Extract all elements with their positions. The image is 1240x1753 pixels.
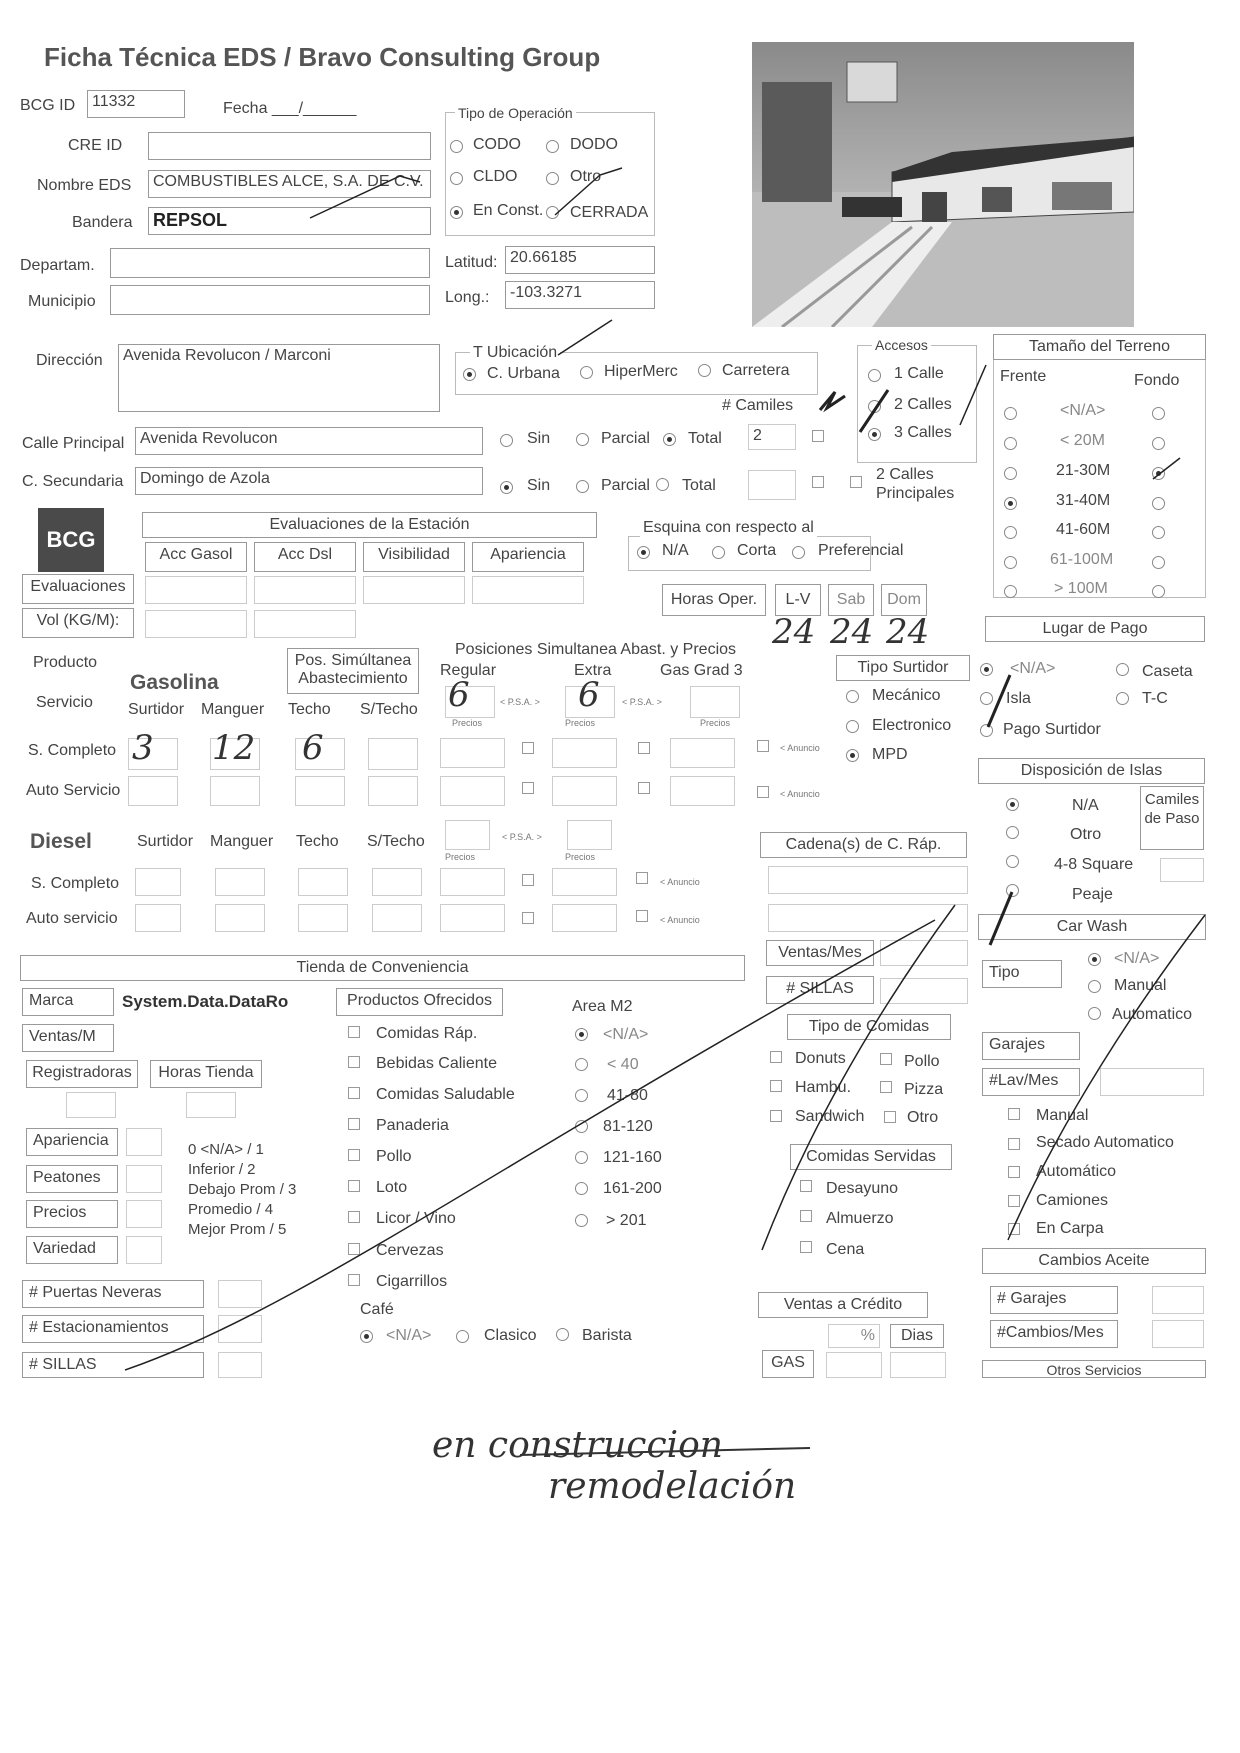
otro-comida-label: Otro [907, 1109, 939, 1126]
cw-carpa-label: En Carpa [1036, 1220, 1104, 1237]
carwash-manual-label: Manual [1114, 977, 1167, 994]
producto-label: Producto [33, 654, 98, 671]
horas-label: Horas Oper. [662, 584, 766, 616]
tienda-precios: Precios [26, 1200, 118, 1228]
calle-parcial-label: Parcial [601, 430, 650, 447]
credito-dias: Dias [890, 1324, 944, 1348]
regular-psa: < P.S.A. > [500, 697, 540, 707]
calle-total-label: Total [688, 430, 722, 447]
tienda-apariencia: Apariencia [26, 1128, 118, 1156]
frente-label: Frente [1000, 368, 1047, 385]
note-line-2: remodelación [548, 1466, 797, 1507]
gas-auto-anuncio-label: < Anuncio [780, 789, 820, 799]
pos-title: Posiciones Simultanea Abast. y Precios [455, 641, 737, 658]
1calle-label: 1 Calle [894, 365, 944, 382]
gasgrad-precios: Precios [700, 718, 731, 728]
sec-total-label: Total [682, 477, 716, 494]
gas-techo-header: Techo [288, 701, 331, 718]
tienda-peatones: Peatones [26, 1165, 118, 1193]
visibilidad-header: Visibilidad [363, 542, 465, 572]
cw-manual-label: Manual [1036, 1107, 1089, 1124]
gas-stecho-header: S/Techo [360, 701, 418, 718]
horas-dom-value[interactable]: 24 [886, 612, 930, 652]
cafe-label: Café [360, 1301, 394, 1318]
electronico-label: Electronico [872, 717, 952, 734]
tienda-marca-value[interactable]: System.Data.DataRo [122, 992, 289, 1011]
mpd-label: MPD [872, 746, 908, 763]
servicio-label: Servicio [36, 694, 93, 711]
area-2-label: 41-80 [607, 1087, 648, 1104]
depto-label: Departam. [20, 257, 95, 274]
evaluaciones-label: Evaluaciones [22, 574, 134, 604]
p9-label: Cigarrillos [376, 1273, 448, 1290]
desayuno-label: Desayuno [826, 1180, 899, 1197]
terreno-r1: < 20M [1060, 432, 1105, 449]
diesel-anuncio: < Anuncio [660, 877, 700, 887]
area-1-label: < 40 [607, 1056, 639, 1073]
area-5-label: 161-200 [603, 1180, 662, 1197]
otros-servicios: Otros Servicios [982, 1360, 1206, 1378]
diesel-precios-2: Precios [565, 852, 596, 862]
carwash-na-label: <N/A> [1114, 950, 1160, 967]
esquina-corta-label: Corta [737, 542, 777, 559]
tienda-ventas: Ventas/M [22, 1024, 114, 1052]
area-4-label: 121-160 [603, 1149, 662, 1166]
pago-isla-label: Isla [1006, 690, 1031, 707]
pago-na-label: <N/A> [1010, 660, 1056, 677]
ubicacion-title: T Ubicación [470, 344, 560, 362]
bcg-logo: BCG [38, 508, 104, 572]
acc-dsl-header: Acc Dsl [254, 542, 356, 572]
camiles-label: # Camiles [722, 397, 794, 414]
aceite-title: Cambios Aceite [982, 1248, 1206, 1274]
diesel-auto-label: Auto servicio [26, 910, 118, 927]
p2-label: Bebidas Caliente [376, 1055, 497, 1072]
esquina-title: Esquina con respecto al [640, 519, 817, 537]
tienda-registradoras: Registradoras [26, 1060, 138, 1088]
mecanico-label: Mecánico [872, 687, 941, 704]
secundaria-field[interactable]: Domingo de Azola [135, 467, 483, 495]
gas-surtidor-header: Surtidor [128, 701, 185, 718]
municipio-label: Municipio [28, 293, 96, 310]
vol-label: Vol (KG/M): [22, 608, 134, 638]
gas-techo-value[interactable]: 6 [302, 728, 324, 768]
gas-surtidor-value[interactable]: 3 [132, 728, 154, 768]
diesel-precios: Precios [445, 852, 476, 862]
diesel-psa: < P.S.A. > [502, 832, 542, 842]
islas-square-label: 4-8 Square [1054, 856, 1134, 873]
pago-caseta-label: Caseta [1142, 663, 1193, 680]
cadena-title: Cadena(s) de C. Ráp. [760, 832, 967, 858]
pizza-label: Pizza [904, 1081, 944, 1098]
carretera-label: Carretera [722, 362, 790, 379]
otro-label: Otro [570, 168, 602, 185]
diesel-completo-label: S. Completo [31, 875, 120, 892]
direccion-label: Dirección [36, 352, 103, 369]
sec-sin-label: Sin [527, 477, 551, 494]
terreno-r3: 31-40M [1056, 492, 1111, 509]
terreno-r6: > 100M [1054, 580, 1108, 597]
donuts-label: Donuts [795, 1050, 846, 1067]
horas-lv-value[interactable]: 24 [772, 612, 816, 652]
direccion-field[interactable]: Avenida Revolucon / Marconi [118, 344, 440, 412]
p7-label: Licor / Vino [376, 1210, 456, 1227]
diesel-stecho-header: S/Techo [367, 833, 425, 850]
bandera-label: Bandera [72, 214, 133, 231]
tienda-title: Tienda de Conveniencia [20, 955, 745, 981]
almuerzo-label: Almuerzo [826, 1210, 894, 1227]
carwash-auto-label: Automatico [1112, 1006, 1193, 1023]
apariencia-header: Apariencia [472, 542, 584, 572]
gas-manguer-header: Manguer [201, 701, 265, 718]
latitud-label: Latitud: [445, 254, 498, 271]
tienda-variedad: Variedad [26, 1236, 118, 1264]
tienda-estac: # Estacionamientos [22, 1315, 204, 1343]
carwash-lav: #Lav/Mes [982, 1068, 1080, 1096]
cafe-clasico-label: Clasico [484, 1327, 537, 1344]
calle-field[interactable]: Avenida Revolucon [135, 427, 483, 455]
productos-title: Productos Ofrecidos [336, 988, 503, 1016]
note-line-1: en construccion [432, 1425, 723, 1466]
pago-surtidor-label: Pago Surtidor [1003, 721, 1101, 738]
carwash-garajes: Garajes [982, 1032, 1080, 1060]
dodo-label: DODO [570, 136, 618, 153]
islas-na-label: N/A [1072, 797, 1099, 814]
camiles-field[interactable]: 2 [748, 424, 796, 450]
extra-value[interactable]: 6 [578, 675, 600, 715]
diesel-title: Diesel [30, 830, 92, 853]
long-label: Long.: [445, 289, 490, 306]
p6-label: Loto [376, 1179, 408, 1196]
cldo-label: CLDO [473, 168, 518, 185]
pollo-label: Pollo [904, 1053, 940, 1070]
terreno-r2: 21-30M [1056, 462, 1111, 479]
islas-otro-label: Otro [1070, 826, 1102, 843]
aceite-garajes: # Garajes [990, 1286, 1118, 1314]
cafe-na-label: <N/A> [386, 1327, 432, 1344]
esquina-pref-label: Preferencial [818, 542, 904, 559]
secundaria-label: C. Secundaria [22, 473, 124, 490]
regular-precios: Precios [452, 718, 483, 728]
credito-gas: GAS [762, 1350, 814, 1378]
codo-label: CODO [473, 136, 521, 153]
calle-sin-label: Sin [527, 430, 551, 447]
nombre-label: Nombre EDS [37, 177, 132, 194]
tienda-horas: Horas Tienda [150, 1060, 262, 1088]
hambu-label: Hambu. [795, 1079, 852, 1096]
cerrada-label: CERRADA [570, 204, 649, 221]
gas-auto-label: Auto Servicio [26, 782, 121, 799]
sec-parcial-label: Parcial [601, 477, 650, 494]
p1-label: Comidas Ráp. [376, 1025, 478, 1042]
diesel-techo-header: Techo [296, 833, 339, 850]
p3-label: Comidas Saludable [376, 1086, 515, 1103]
area-6-label: > 201 [606, 1212, 647, 1229]
sandwich-label: Sandwich [795, 1108, 865, 1125]
tienda-puertas: # Puertas Neveras [22, 1280, 204, 1308]
extra-label: Extra [574, 662, 612, 679]
tienda-scale: 0 <N/A> / 1 Inferior / 2 Debajo Prom / 3 Promedio / 4 Mejor Prom / 5 [188, 1141, 297, 1238]
horas-sab: Sab [828, 584, 874, 616]
p8-label: Cervezas [376, 1242, 444, 1259]
acc-gasol-header: Acc Gasol [145, 542, 247, 572]
area-3-label: 81-120 [603, 1118, 653, 1135]
bcg-id-label: BCG ID [20, 97, 76, 114]
cw-camiones-label: Camiones [1036, 1192, 1109, 1209]
gas-completo-label: S. Completo [28, 742, 117, 759]
cw-auto-label: Automático [1036, 1163, 1117, 1180]
comida-sillas: # SILLAS [766, 976, 874, 1004]
cafe-barista-label: Barista [582, 1327, 632, 1344]
horas-sab-value[interactable]: 24 [830, 612, 874, 652]
extra-precios: Precios [565, 718, 596, 728]
gasolina-title: Gasolina [130, 671, 219, 694]
islas-camiles: Camiles de Paso [1140, 786, 1204, 850]
carwash-tipo: Tipo [982, 960, 1062, 988]
regular-value[interactable]: 6 [448, 675, 470, 715]
principales-label: 2 Calles Principales [876, 466, 955, 502]
pago-tc-label: T-C [1142, 690, 1168, 707]
terreno-r5: 61-100M [1050, 551, 1114, 568]
pago-title: Lugar de Pago [985, 616, 1205, 642]
comida-ventas: Ventas/Mes [766, 940, 874, 966]
area-na-label: <N/A> [603, 1026, 649, 1043]
fecha-label: Fecha ___/______ [223, 100, 357, 117]
fondo-label: Fondo [1134, 372, 1180, 389]
p5-label: Pollo [376, 1148, 412, 1165]
esquina-na-label: N/A [662, 542, 689, 559]
tienda-sillas: # SILLAS [22, 1352, 204, 1378]
bcg-id-field[interactable]: 11332 [87, 90, 185, 118]
terreno-na: <N/A> [1060, 402, 1106, 419]
latitud-field[interactable]: 20.66185 [505, 246, 655, 274]
cre-label: CRE ID [68, 137, 123, 154]
tipo-surtidor-title: Tipo Surtidor [836, 655, 970, 681]
cena-label: Cena [826, 1241, 865, 1258]
3calles-label: 3 Calles [894, 424, 952, 441]
credito-title: Ventas a Crédito [758, 1292, 928, 1318]
cw-secado-label: Secado Automatico [1036, 1134, 1174, 1151]
long-field[interactable]: -103.3271 [505, 281, 655, 309]
gasgrad-label: Gas Grad 3 [660, 662, 743, 679]
carwash-title: Car Wash [978, 914, 1206, 940]
pos-sim-header: Pos. Simúltanea Abastecimiento [287, 648, 419, 694]
evaluaciones-title: Evaluaciones de la Estación [142, 512, 597, 538]
horas-dom: Dom [881, 584, 927, 616]
diesel-auto-anuncio: < Anuncio [660, 915, 700, 925]
aceite-cambios: #Cambios/Mes [990, 1320, 1118, 1348]
2calles-label: 2 Calles [894, 396, 952, 413]
credito-pct[interactable]: % [828, 1324, 880, 1348]
terreno-r4: 41-60M [1056, 521, 1111, 538]
nombre-field[interactable]: COMBUSTIBLES ALCE, S.A. DE C.V. [148, 170, 431, 198]
hiper-label: HiperMerc [604, 363, 678, 380]
p4-label: Panaderia [376, 1117, 449, 1134]
form-title: Ficha Técnica EDS / Bravo Consulting Group [44, 42, 601, 72]
bandera-field[interactable]: REPSOL [148, 207, 431, 235]
terreno-title: Tamaño del Terreno [993, 334, 1206, 360]
gas-manguer-value[interactable]: 12 [212, 728, 256, 768]
tipo-comidas-title: Tipo de Comidas [787, 1014, 951, 1040]
area-title: Area M2 [572, 998, 633, 1015]
urbana-label: C. Urbana [487, 365, 560, 382]
gas-anuncio-label: < Anuncio [780, 743, 820, 753]
diesel-surtidor-header: Surtidor [137, 833, 194, 850]
tienda-marca: Marca [22, 988, 114, 1016]
islas-peaje-label: Peaje [1072, 886, 1113, 903]
operacion-title: Tipo de Operación [455, 105, 576, 121]
diesel-manguer-header: Manguer [210, 833, 274, 850]
calle-label: Calle Principal [22, 435, 125, 452]
horas-lv: L-V [775, 584, 821, 616]
accesos-title: Accesos [872, 337, 931, 353]
comidas-servidas-title: Comidas Servidas [790, 1144, 952, 1170]
enconst-label: En Const. [473, 202, 544, 219]
islas-title: Disposición de Islas [978, 758, 1205, 784]
regular-label: Regular [440, 662, 497, 679]
extra-psa: < P.S.A. > [622, 697, 662, 707]
